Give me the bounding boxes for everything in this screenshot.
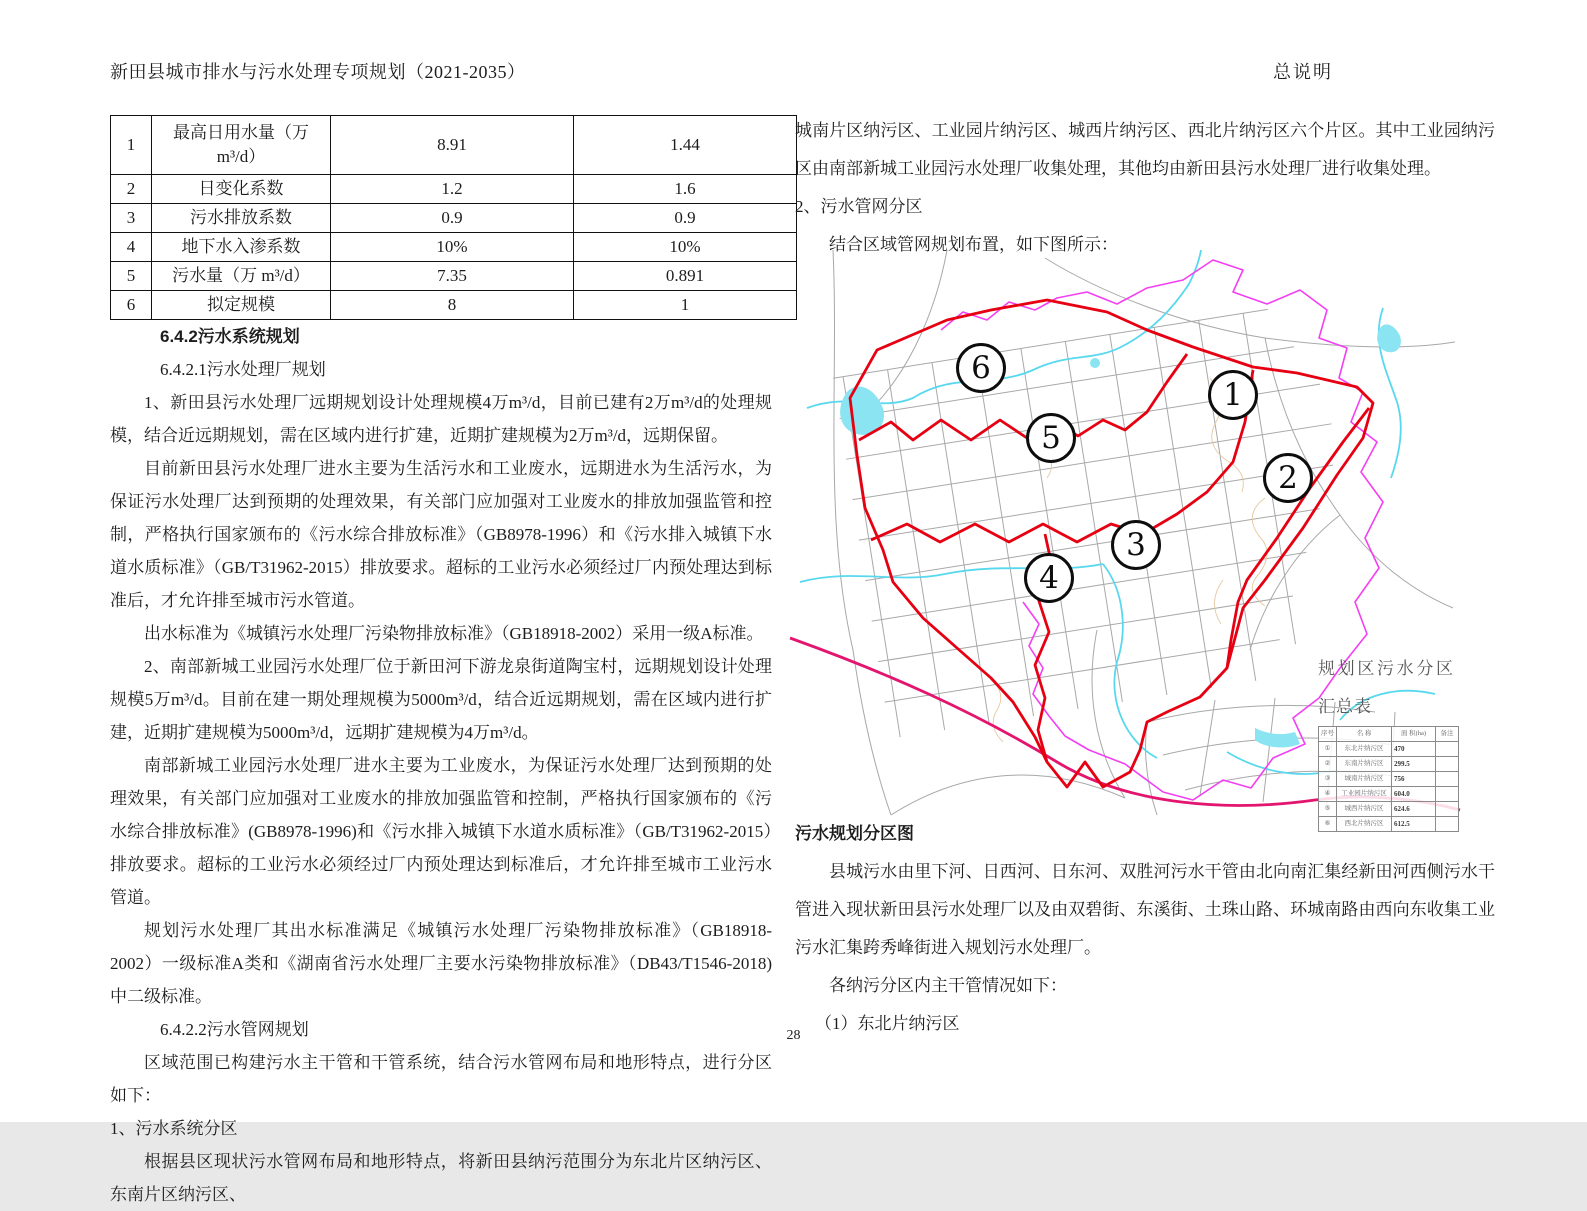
legend-row: [1319, 817, 1459, 832]
table-row: [111, 175, 797, 204]
paragraph-industrial: 南部新城工业园污水处理厂进水主要为工业废水，为保证污水处理厂达到预期的处理效果，有关部门应加强对工业废水的排放加强监管和控制，严格执行国家颁布的《污水综合排放标准》(GB8978-1996)和《污水排入城镇下水道水质标准》（GB/T31962-2015）排放要求。超标的工业污水必须经过厂内预处理达到标准后，才允许排至城市工业污水管道。: [110, 756, 772, 907]
paragraph-map-intro: 结合区域管网规划布置，如下图所示：: [829, 235, 1118, 254]
document-title: 新田县城市排水与污水处理专项规划（2021-2035）: [110, 62, 526, 82]
legend-zone-no: ②: [1319, 757, 1337, 772]
heading-pipe-network: 2、污水管网分区: [795, 197, 923, 216]
legend-zone-area: 470: [1392, 742, 1436, 757]
legend-zone-area: 612.5: [1392, 817, 1436, 832]
legend-zone-name: 西北片纳污区: [1337, 817, 1392, 832]
legend-zone-no: ⑥: [1319, 817, 1337, 832]
planning-boundary: [941, 260, 1383, 800]
paragraph-plant1: 1、新田县污水处理厂远期规划设计处理规模4万m³/d，目前已建有2万m³/d的处理规模，结合近远期规划，需在区域内进行扩建，近期扩建规模为2万m³/d，远期保留。: [110, 393, 772, 445]
legend-zone-no: ④: [1319, 787, 1337, 802]
legend-zone-no: ③: [1319, 772, 1337, 787]
row-number: 3: [111, 204, 152, 233]
legend-zone-note: [1436, 787, 1459, 802]
paragraph-zones: 根据县区现状污水管网布局和地形特点，将新田县纳污范围分为东北片区纳污区、东南片区纳污区、: [110, 1152, 772, 1204]
row-value-2: 0.891: [574, 262, 797, 291]
row-label: 污水量（万 m³/d）: [152, 262, 331, 291]
heading-6422: 6.4.2.2污水管网规划: [160, 1020, 309, 1039]
row-value-1: 10%: [331, 233, 574, 262]
legend-zone-name: 工业园片纳污区: [1337, 787, 1392, 802]
legend-col-area: 面 积(ha): [1392, 727, 1436, 742]
zone-marker: 4: [1024, 553, 1074, 603]
page-number: 28: [786, 1028, 801, 1043]
legend-zone-note: [1436, 742, 1459, 757]
legend-col-no: 序号: [1319, 727, 1337, 742]
water-quantity-table: [110, 115, 797, 320]
legend-row: [1319, 787, 1459, 802]
paragraph-plant2: 2、南部新城工业园污水处理厂位于新田河下游龙泉街道陶宝村，远期规划设计处理规模5万m³/d。目前在建一期处理规模为5000m³/d，结合近远期规划，需在区域内进行扩建，近期扩建规模为5000m³/d，远期扩建规模为4万m³/d。: [110, 657, 772, 742]
legend-zone-note: [1436, 817, 1459, 832]
legend-zone-area: 299.5: [1392, 757, 1436, 772]
legend-zone-name: 东北片纳污区: [1337, 742, 1392, 757]
paragraph-inflow: 目前新田县污水处理厂进水主要为生活污水和工业废水，远期进水为生活污水，为保证污水处理厂达到预期的处理效果，有关部门应加强对工业废水的排放加强监管和控制，严格执行国家颁布的《污水综合排放标准》（GB8978-1996）和《污水排入城镇下水道水质标准》（GB/T31962-2015）排放要求。超标的工业污水必须经过厂内预处理达到标准后，才允许排至城市污水管道。: [110, 459, 772, 610]
zone-marker: 6: [956, 343, 1006, 393]
zone-marker: 1: [1208, 370, 1258, 420]
row-label: 拟定规模: [152, 291, 331, 320]
legend-title: 规划区污水分区汇总表: [1318, 659, 1454, 716]
table-row: [111, 291, 797, 320]
row-value-2: 1.44: [574, 116, 797, 175]
row-value-1: 8: [331, 291, 574, 320]
table-row: [111, 116, 797, 175]
row-label: 污水排放系数: [152, 204, 331, 233]
legend-col-name: 名 称: [1337, 727, 1392, 742]
heading-642: 6.4.2污水系统规划: [160, 327, 300, 346]
row-number: 1: [111, 116, 152, 175]
row-number: 2: [111, 175, 152, 204]
right-column: [795, 112, 1495, 1043]
heading-zone-division: 1、污水系统分区: [110, 1119, 238, 1138]
legend-col-note: 备注: [1436, 727, 1459, 742]
legend-zone-note: [1436, 802, 1459, 817]
legend-table: [1318, 726, 1459, 832]
table-row: [111, 262, 797, 291]
legend-zone-area: 756: [1392, 772, 1436, 787]
row-value-1: 8.91: [331, 116, 574, 175]
zone-marker: 5: [1026, 413, 1076, 463]
section-title: 总说明: [1273, 62, 1333, 82]
table-row: [111, 204, 797, 233]
row-value-1: 7.35: [331, 262, 574, 291]
table-row: [111, 233, 797, 262]
row-label: 地下水入渗系数: [152, 233, 331, 262]
paragraph-network: 区域范围已构建污水主干管和干管系统，结合污水管网布局和地形特点，进行分区如下：: [110, 1053, 772, 1105]
heading-6421: 6.4.2.1污水处理厂规划: [160, 360, 326, 379]
paragraph-outflow: 出水标准为《城镇污水处理厂污染物排放标准》（GB18918-2002）采用一级A标准。: [144, 624, 764, 643]
row-value-1: 0.9: [331, 204, 574, 233]
zone-marker: 3: [1111, 520, 1161, 570]
row-label: 日变化系数: [152, 175, 331, 204]
legend-zone-name: 东南片纳污区: [1337, 757, 1392, 772]
legend-row: [1319, 802, 1459, 817]
row-value-2: 1: [574, 291, 797, 320]
map-caption: 污水规划分区图: [795, 824, 914, 843]
zone-marker: 2: [1263, 453, 1313, 503]
row-value-2: 0.9: [574, 204, 797, 233]
paragraph-flow: 县城污水由里下河、日西河、日东河、双胜河污水干管由北向南汇集经新田河西侧污水干管进入现状新田县污水处理厂以及由双碧街、东溪街、土珠山路、环城南路由西向东收集工业污水汇集跨秀峰街进入规划污水处理厂。: [795, 862, 1495, 957]
left-column: [110, 115, 772, 1211]
legend-row: [1319, 757, 1459, 772]
row-number: 4: [111, 233, 152, 262]
legend-zone-area: 624.6: [1392, 802, 1436, 817]
paragraph-continuation: 城南片区纳污区、工业园片纳污区、城西片纳污区、西北片纳污区六个片区。其中工业园纳污区由南部新城工业园污水处理厂收集处理，其他均由新田县污水处理厂进行收集处理。: [795, 121, 1495, 178]
paragraph-standard: 规划污水处理厂其出水标准满足《城镇污水处理厂污染物排放标准》（GB18918-2002）一级标准A类和《湖南省污水处理厂主要水污染物排放标准》（DB43/T1546-2018)中二级标准。: [110, 921, 772, 1006]
legend-zone-name: 城南片纳污区: [1337, 772, 1392, 787]
legend-zone-note: [1436, 757, 1459, 772]
legend-zone-name: 城西片纳污区: [1337, 802, 1392, 817]
row-value-2: 1.6: [574, 175, 797, 204]
row-value-2: 10%: [574, 233, 797, 262]
row-number: 5: [111, 262, 152, 291]
sewage-zoning-map: [795, 250, 1455, 828]
legend-row: [1319, 742, 1459, 757]
row-value-1: 1.2: [331, 175, 574, 204]
legend-row: [1319, 772, 1459, 787]
legend-zone-note: [1436, 772, 1459, 787]
legend-header-row: [1319, 727, 1459, 742]
zone-summary-legend: [1318, 650, 1454, 832]
row-label: 最高日用水量（万 m³/d）: [152, 116, 331, 175]
paragraph-northeast-zone: （1）东北片纳污区: [815, 1014, 960, 1033]
row-number: 6: [111, 291, 152, 320]
legend-zone-no: ⑤: [1319, 802, 1337, 817]
legend-zone-no: ①: [1319, 742, 1337, 757]
legend-zone-area: 604.0: [1392, 787, 1436, 802]
paragraph-trunk: 各纳污分区内主干管情况如下：: [829, 976, 1067, 995]
